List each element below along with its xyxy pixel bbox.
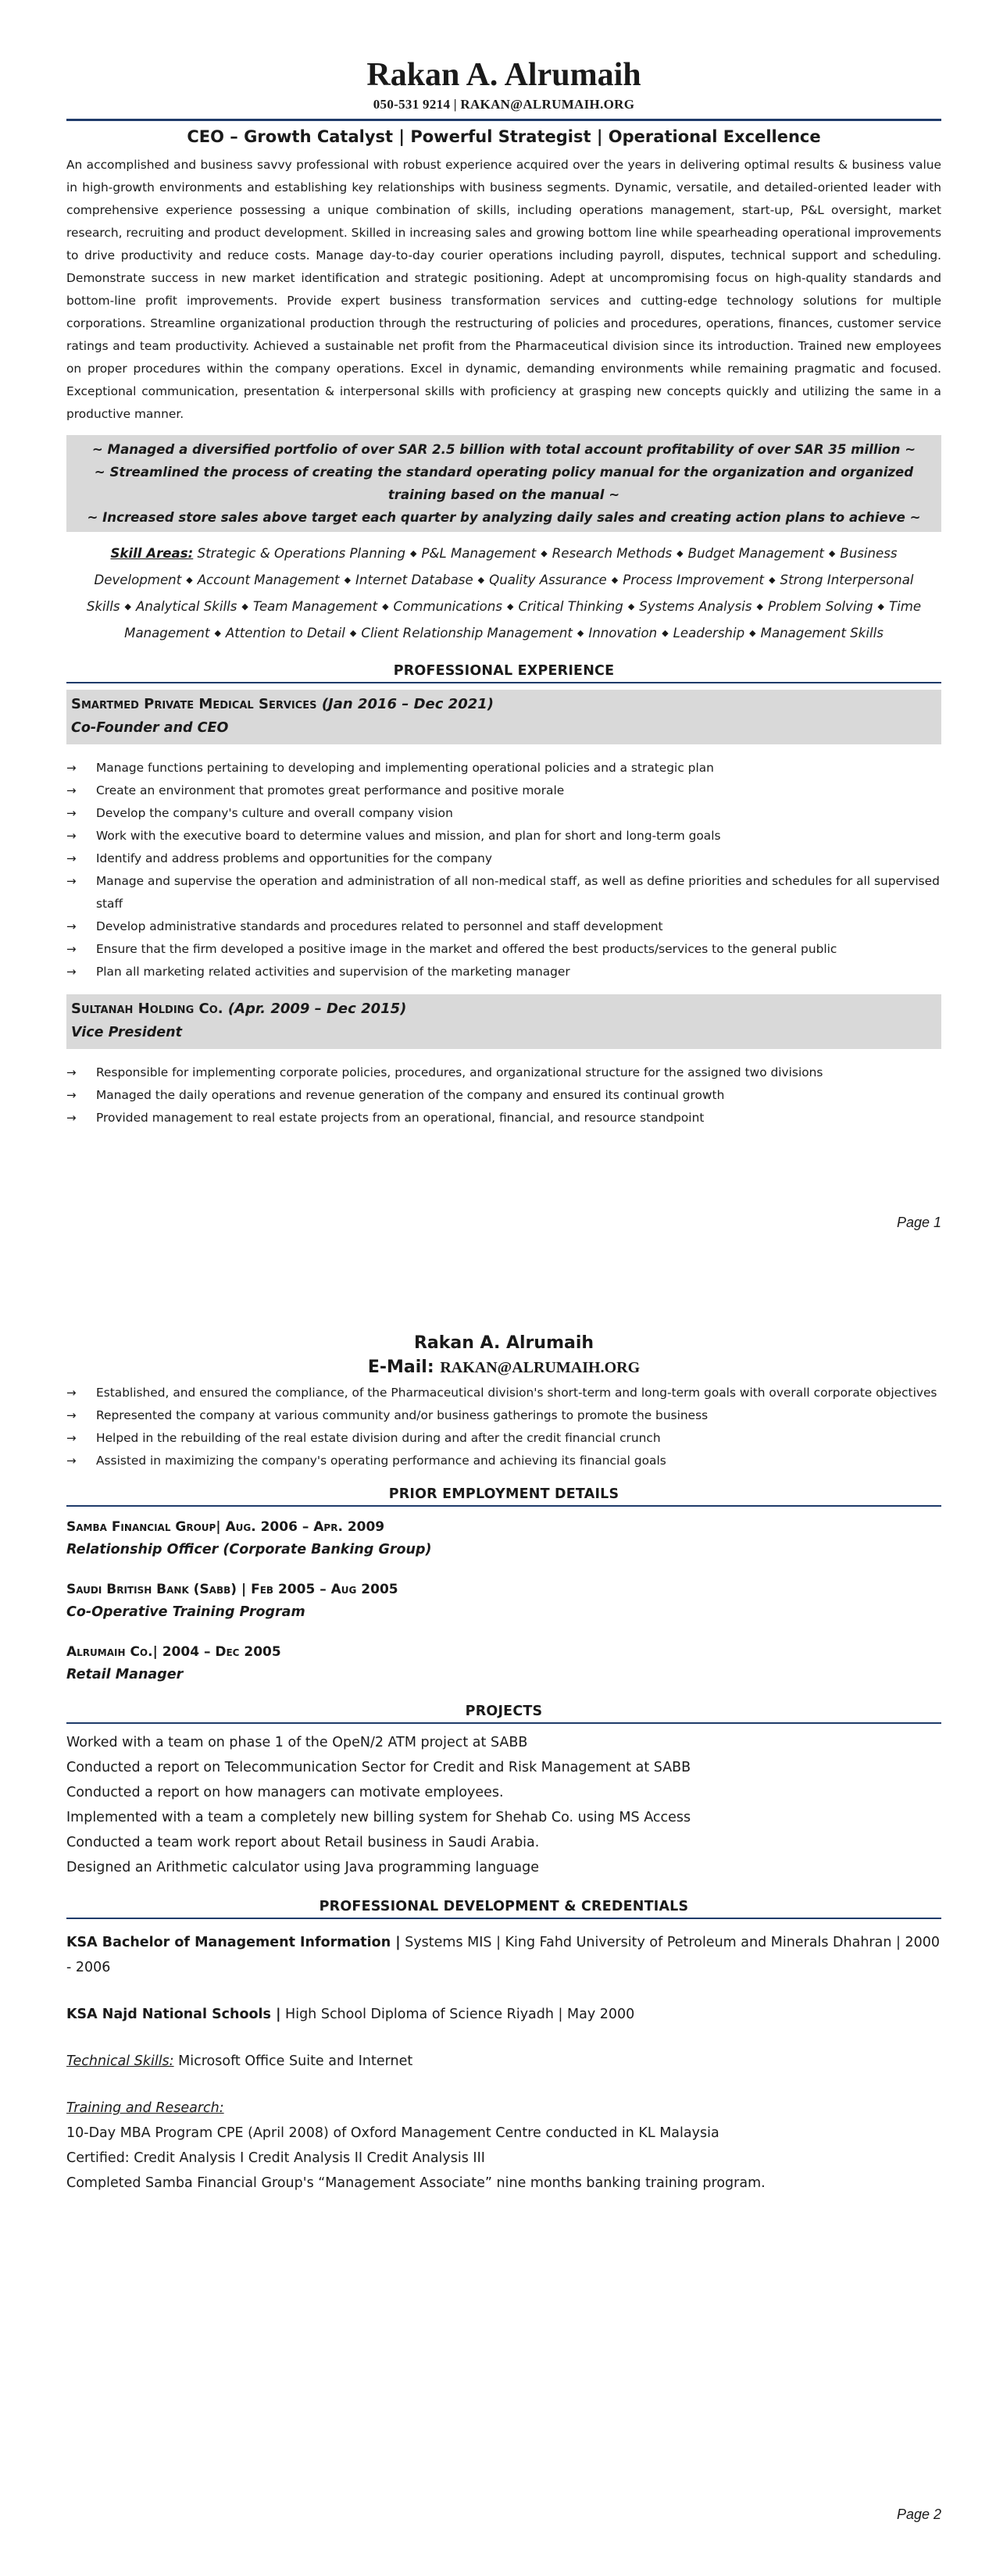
skill-separator-icon: ◆ (828, 548, 836, 558)
page-2-content (66, 1332, 941, 2196)
skill-item: Internet Database (355, 573, 473, 587)
skill-item: P&L Management (421, 546, 537, 561)
employment-role: Co-Operative Training Program (66, 1604, 305, 1620)
skill-item: Attention to Detail (225, 626, 345, 640)
list-item (66, 915, 941, 938)
candidate-name: Rakan A. Alrumaih (366, 57, 641, 93)
skill-separator-icon: ◆ (877, 601, 884, 612)
header-divider (66, 119, 941, 121)
list-item-text: Develop administrative standards and procedures related to personnel and staff development (96, 919, 663, 933)
job-bullet-list (66, 1382, 941, 1472)
section-divider (66, 682, 941, 683)
list-item (66, 1450, 941, 1472)
page-1-content (66, 56, 941, 1129)
prior-employment-entry (66, 1579, 941, 1624)
education-item (66, 2002, 941, 2027)
training-item: Completed Samba Financial Group's “Management Associate” nine months banking training program. (66, 2175, 766, 2191)
skill-separator-icon: ◆ (662, 628, 669, 638)
job-role: Co-Founder and CEO (71, 720, 229, 736)
arrow-icon: → (66, 874, 77, 888)
company-label: Saudi British Bank (Sabb) (66, 1582, 237, 1597)
education-item (66, 1930, 941, 1980)
company-name (66, 1641, 941, 1663)
skill-item: Leadership (673, 626, 745, 640)
skill-areas-label: Skill Areas: (110, 546, 194, 561)
project-item: Designed an Arithmetic calculator using Java programming language (66, 1860, 539, 1875)
list-item-text: Established, and ensured the compliance, of the Pharmaceutical division's short-term and long-term goals with overall corporate objectives (96, 1386, 937, 1400)
education-degree: KSA Najd National Schools | (66, 2007, 281, 2022)
company-name (71, 693, 935, 716)
company-label: Sultanah Holding Co. (71, 1001, 223, 1017)
page-number: Page 1 (896, 1215, 941, 1230)
list-item-text: Work with the executive board to determine values and mission, and plan for short and long-term goals (96, 829, 721, 843)
skill-separator-icon: ◆ (541, 548, 548, 558)
education-degree: KSA Bachelor of Management Information | (66, 1935, 401, 1950)
technical-skills (66, 2049, 941, 2074)
company-label: Smartmed Private Medical Services (71, 696, 317, 712)
skill-item: Management Skills (760, 626, 884, 640)
list-item-text: Represented the company at various community and/or business gatherings to promote the business (96, 1408, 709, 1422)
skill-areas (66, 541, 941, 648)
skill-separator-icon: ◆ (186, 575, 193, 585)
employment-dates: | Feb 2005 – Aug 2005 (241, 1582, 398, 1597)
headline: CEO – Growth Catalyst | Powerful Strategist | Operational Excellence (187, 127, 821, 146)
job-dates: (Jan 2016 – Dec 2021) (321, 696, 494, 712)
arrow-icon: → (66, 1065, 77, 1079)
job-header (66, 994, 941, 1049)
employment-role: Retail Manager (66, 1667, 184, 1682)
arrow-icon: → (66, 1454, 77, 1468)
technical-skills-label: Technical Skills: (66, 2053, 174, 2069)
company-name (66, 1579, 941, 1600)
section-title-experience: PROFESSIONAL EXPERIENCE (393, 663, 615, 679)
skill-separator-icon: ◆ (749, 628, 756, 638)
employment-dates: 2004 – Dec 2005 (162, 1644, 281, 1660)
education-details: Systems MIS | King Fahd University of Petroleum and Minerals Dhahran | 2000 - 2006 (66, 1935, 940, 1975)
skill-separator-icon: ◆ (344, 575, 352, 585)
summary-paragraph: An accomplished and business savvy professional with robust experience acquired over the years in delivering optimal results & business value in high-growth environments and establishing key relationships with business segments. Dynamic, versatile, and detailed-oriented leader with comprehensive experience possessing a unique combination of skills, including operations management, start-up, P&L oversight, market research, recruiting and product development. Skilled in increasing sales and growing bottom line while spearheading operational improvements to drive productivity and reduce costs. Manage day-to-day courier operations including payroll, disputes, technical support and scheduling. Demonstrate success in new market identification and strategic positioning. Adept at uncompromising focus on high-quality standards and bottom-line profit improvements. Provide expert business transformation services and cutting-edge technology solutions for multiple corporations. Streamline organizational production through the restructuring of policies and procedures, operations, finances, customer service ratings and team productivity. Achieved a sustainable net profit from the Pharmaceutical division since its introduction. Trained new employees on proper procedures within the company operations. Excel in dynamic, demanding environments while remaining pragmatic and focused. Exceptional communication, presentation & interpersonal skills with proficiency at grasping new concepts quickly and utilizing the same in a productive manner. (66, 158, 941, 421)
arrow-icon: → (66, 1088, 77, 1102)
company-label: Samba Financial Group| (66, 1519, 221, 1535)
project-item: Conducted a team work report about Retail business in Saudi Arabia. (66, 1835, 540, 1850)
arrow-icon: → (66, 942, 77, 956)
skill-separator-icon: ◆ (382, 601, 389, 612)
list-item (66, 1404, 941, 1427)
skill-item: Client Relationship Management (361, 626, 573, 640)
skill-separator-icon: ◆ (241, 601, 248, 612)
list-item (66, 938, 941, 961)
list-item (66, 870, 941, 915)
list-item-text: Plan all marketing related activities and supervision of the marketing manager (96, 965, 570, 979)
list-item (66, 1061, 941, 1084)
arrow-icon: → (66, 1111, 77, 1125)
training-item: 10-Day MBA Program CPE (April 2008) of Oxford Management Centre conducted in KL Malaysia (66, 2125, 719, 2141)
list-item-text: Helped in the rebuilding of the real estate division during and after the credit financial crunch (96, 1431, 661, 1445)
project-item: Conducted a report on Telecommunication Sector for Credit and Risk Management at SABB (66, 1760, 691, 1775)
skill-item: Strategic & Operations Planning (197, 546, 406, 561)
list-item (66, 961, 941, 983)
list-item (66, 1427, 941, 1450)
arrow-icon: → (66, 761, 77, 775)
job-header (66, 690, 941, 744)
arrow-icon: → (66, 1408, 77, 1422)
skill-item: Critical Thinking (518, 599, 623, 614)
skill-item: Team Management (252, 599, 378, 614)
projects-list (66, 1730, 941, 1880)
skill-item: Account Management (197, 573, 340, 587)
skill-separator-icon: ◆ (756, 601, 763, 612)
page-2 (0, 1288, 996, 2576)
section-title-credentials: PROFESSIONAL DEVELOPMENT & CREDENTIALS (319, 1899, 689, 1914)
section-title-projects: PROJECTS (465, 1704, 543, 1719)
skill-separator-icon: ◆ (214, 628, 221, 638)
project-item: Conducted a report on how managers can motivate employees. (66, 1785, 504, 1800)
prior-employment-list (66, 1516, 941, 1686)
email-line (66, 1355, 941, 1380)
list-item (66, 1084, 941, 1107)
highlight-item: ~ Increased store sales above target each quarter by analyzing daily sales and creating action plans to achieve ~ (87, 510, 921, 525)
job-bullet-list (66, 757, 941, 983)
skill-item: Systems Analysis (639, 599, 752, 614)
job-dates: (Apr. 2009 – Dec 2015) (227, 1001, 407, 1017)
company-label: Alrumaih Co.| (66, 1644, 158, 1660)
company-name (66, 1516, 941, 1538)
skill-item: Process Improvement (623, 573, 765, 587)
highlight-item: ~ Streamlined the process of creating the standard operating policy manual for the organization and organized training based on the manual ~ (94, 465, 914, 502)
skill-item: Problem Solving (767, 599, 873, 614)
skill-item: Business Development (94, 546, 898, 587)
list-item (66, 1107, 941, 1129)
list-item (66, 802, 941, 825)
skill-item: Quality Assurance (489, 573, 607, 587)
list-item-text: Provided management to real estate projects from an operational, financial, and resource standpoint (96, 1111, 705, 1125)
skill-separator-icon: ◆ (506, 601, 514, 612)
email-label: E-Mail: (367, 1358, 434, 1377)
skill-separator-icon: ◆ (477, 575, 485, 585)
employment-role: Relationship Officer (Corporate Banking Group) (66, 1542, 432, 1557)
training-item: Certified: Credit Analysis I Credit Analysis II Credit Analysis III (66, 2150, 485, 2166)
skill-separator-icon: ◆ (349, 628, 357, 638)
list-item-text: Identify and address problems and opportunities for the company (96, 851, 492, 865)
section-divider (66, 1722, 941, 1724)
section-divider (66, 1918, 941, 1919)
arrow-icon: → (66, 851, 77, 865)
skill-separator-icon: ◆ (410, 548, 417, 558)
skill-item: Communications (393, 599, 502, 614)
prior-employment-entry (66, 1641, 941, 1686)
training-label: Training and Research: (66, 2100, 224, 2116)
skill-item: Research Methods (552, 546, 673, 561)
list-item-text: Managed the daily operations and revenue generation of the company and ensured its continual growth (96, 1088, 725, 1102)
list-item-text: Manage and supervise the operation and administration of all non-medical staff, as well as define priorities and schedules for all supervised staff (96, 874, 940, 911)
prior-employment-entry (66, 1516, 941, 1561)
arrow-icon: → (66, 1386, 77, 1400)
arrow-icon: → (66, 806, 77, 820)
skill-item: Time Management (124, 599, 922, 640)
list-item (66, 847, 941, 870)
job-bullet-list (66, 1061, 941, 1129)
skill-separator-icon: ◆ (124, 601, 131, 612)
page-number: Page 2 (896, 2506, 941, 2522)
email-address[interactable]: RAKAN@ALRUMAIH.ORG (440, 1359, 641, 1376)
skill-separator-icon: ◆ (627, 601, 635, 612)
list-item-text: Assisted in maximizing the company's operating performance and achieving its financial goals (96, 1454, 666, 1468)
list-item (66, 757, 941, 780)
arrow-icon: → (66, 1431, 77, 1445)
project-item: Implemented with a team a completely new billing system for Shehab Co. using MS Access (66, 1810, 691, 1825)
list-item-text: Ensure that the firm developed a positive image in the market and offered the best products/services to the general public (96, 942, 837, 956)
arrow-icon: → (66, 783, 77, 797)
skill-item: Analytical Skills (136, 599, 237, 614)
skill-separator-icon: ◆ (769, 575, 776, 585)
education-details: High School Diploma of Science Riyadh | May 2000 (285, 2007, 635, 2022)
list-item-text: Responsible for implementing corporate policies, procedures, and organizational structure for the assigned two divisions (96, 1065, 823, 1079)
skill-item: Strong Interpersonal Skills (86, 573, 914, 614)
arrow-icon: → (66, 965, 77, 979)
list-item-text: Develop the company's culture and overall company vision (96, 806, 453, 820)
list-item (66, 780, 941, 802)
skill-separator-icon: ◆ (577, 628, 584, 638)
employment-dates: Aug. 2006 – Apr. 2009 (225, 1519, 385, 1535)
training-section (66, 2096, 941, 2196)
arrow-icon: → (66, 919, 77, 933)
highlights-box (66, 435, 941, 532)
skill-item: Innovation (588, 626, 658, 640)
company-name (71, 997, 935, 1021)
list-item (66, 1382, 941, 1404)
skill-separator-icon: ◆ (676, 548, 684, 558)
section-title-prior-employment: PRIOR EMPLOYMENT DETAILS (388, 1486, 619, 1502)
skill-item: Budget Management (687, 546, 824, 561)
list-item-text: Manage functions pertaining to developing and implementing operational policies and a strategic plan (96, 761, 714, 775)
job-role: Vice President (71, 1025, 182, 1040)
list-item-text: Create an environment that promotes great performance and positive morale (96, 783, 565, 797)
training-list (66, 2121, 941, 2196)
highlight-item: ~ Managed a diversified portfolio of over SAR 2.5 billion with total account profitability of over SAR 35 million ~ (91, 442, 916, 457)
project-item: Worked with a team on phase 1 of the OpeN/2 ATM project at SABB (66, 1735, 528, 1750)
arrow-icon: → (66, 829, 77, 843)
technical-skills-value: Microsoft Office Suite and Internet (178, 2053, 413, 2069)
contact-line: 050-531 9214 | RAKAN@ALRUMAIH.ORG (373, 97, 635, 112)
list-item (66, 825, 941, 847)
candidate-name: Rakan A. Alrumaih (413, 1333, 594, 1353)
section-divider (66, 1505, 941, 1507)
skill-separator-icon: ◆ (611, 575, 619, 585)
